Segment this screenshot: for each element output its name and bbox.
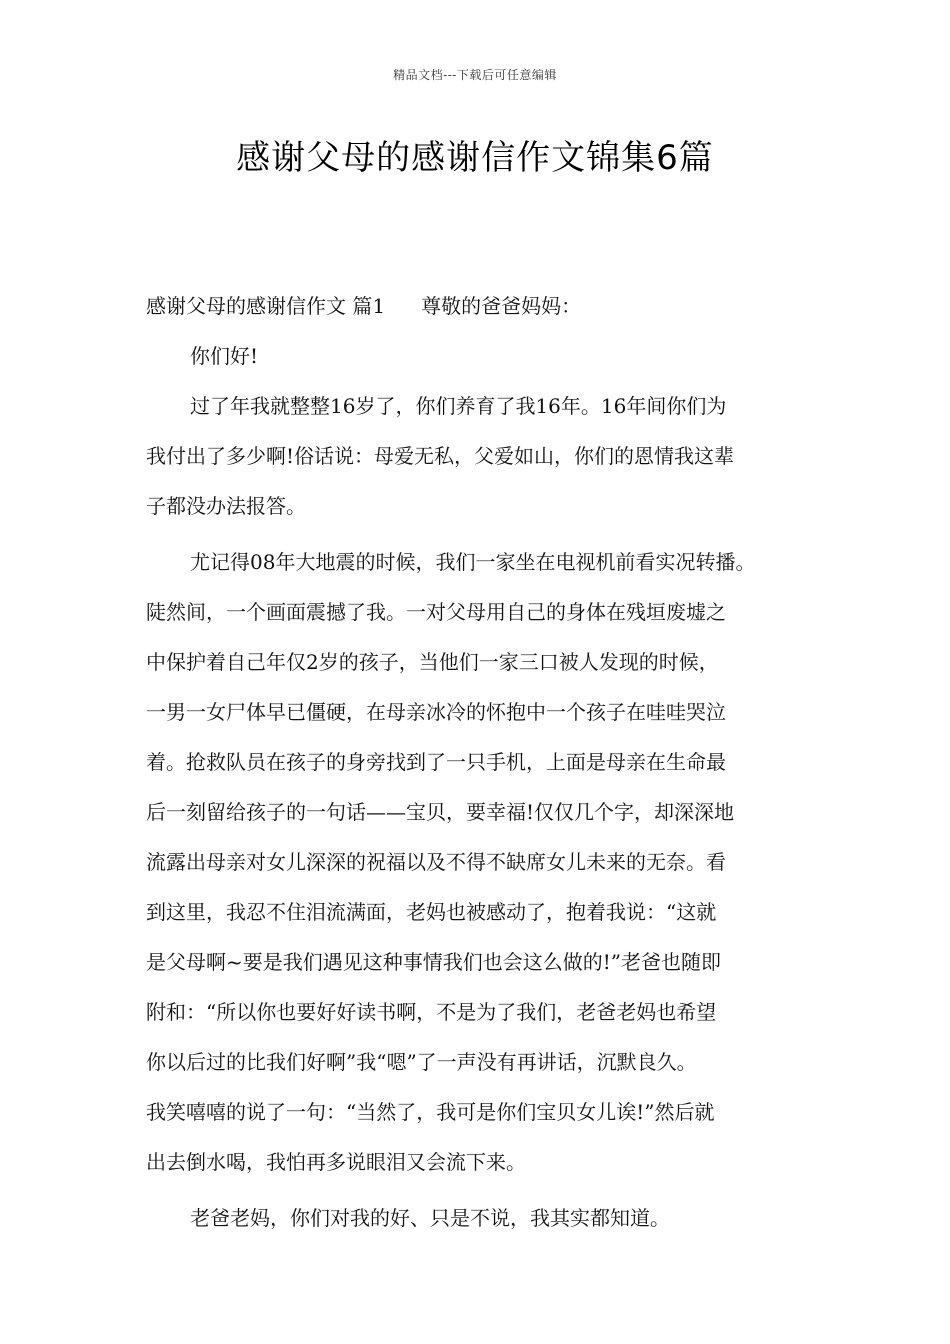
paragraph-line: 你以后过的比我们好啊”我“嗯”了一声没有再讲话，沉默良久。 xyxy=(146,1050,697,1074)
paragraph-line: 过了年我就整整16岁了，你们养育了我16年。16年间你们为 xyxy=(190,394,727,418)
paragraph-greeting: 你们好! xyxy=(190,344,259,368)
paragraph-line: 附和：“所以你也要好好读书啊，不是为了我们，老爸老妈也希望 xyxy=(146,1000,717,1024)
paragraph-line: 我付出了多少啊!俗话说：母爱无私，父爱如山，你们的恩情我这辈 xyxy=(146,444,735,468)
paragraph-line: 是父母啊~要是我们遇见这种事情我们也会这么做的!”老爸也随即 xyxy=(146,950,722,974)
paragraph-line: 陡然间，一个画面震撼了我。一对父母用自己的身体在残垣废墟之 xyxy=(146,600,726,624)
document-title: 感谢父母的感谢信作文锦集6篇 xyxy=(236,138,714,178)
header-note: 精品文档---下载后可任意编辑 xyxy=(393,68,557,82)
paragraph-line: 着。抢救队员在孩子的身旁找到了一只手机，上面是母亲在生命最 xyxy=(146,750,726,774)
salutation: 尊敬的爸爸妈妈： xyxy=(421,294,582,318)
paragraph-line: 中保护着自己年仅2岁的孩子，当他们一家三口被人发现的时候， xyxy=(146,650,719,674)
document-body xyxy=(146,281,816,1243)
paragraph-line: 老爸老妈，你们对我的好、只是不说，我其实都知道。 xyxy=(190,1206,670,1230)
paragraph-line: 到这里，我忍不住泪流满面，老妈也被感动了，抱着我说：“这就 xyxy=(146,900,717,924)
paragraph-line: 流露出母亲对女儿深深的祝福以及不得不缺席女儿未来的无奈。看 xyxy=(146,850,726,874)
intro-line xyxy=(146,281,816,331)
paragraph-line: 一男一女尸体早已僵硬，在母亲冰冷的怀抱中一个孩子在哇哇哭泣 xyxy=(146,700,726,724)
paragraph-line: 尤记得08年大地震的时候，我们一家坐在电视机前看实况转播。 xyxy=(190,550,756,574)
paragraph-line: 我笑嘻嘻的说了一句：“当然了，我可是你们宝贝女儿诶!”然后就 xyxy=(146,1100,715,1124)
paragraph-line: 后一刻留给孩子的一句话——宝贝，要幸福!仅仅几个字，却深深地 xyxy=(146,800,735,824)
paragraph-line: 子都没办法报答。 xyxy=(146,494,306,518)
section-label: 感谢父母的感谢信作文 篇1 xyxy=(146,294,386,318)
paragraph-line: 出去倒水喝，我怕再多说眼泪又会流下来。 xyxy=(146,1150,526,1174)
